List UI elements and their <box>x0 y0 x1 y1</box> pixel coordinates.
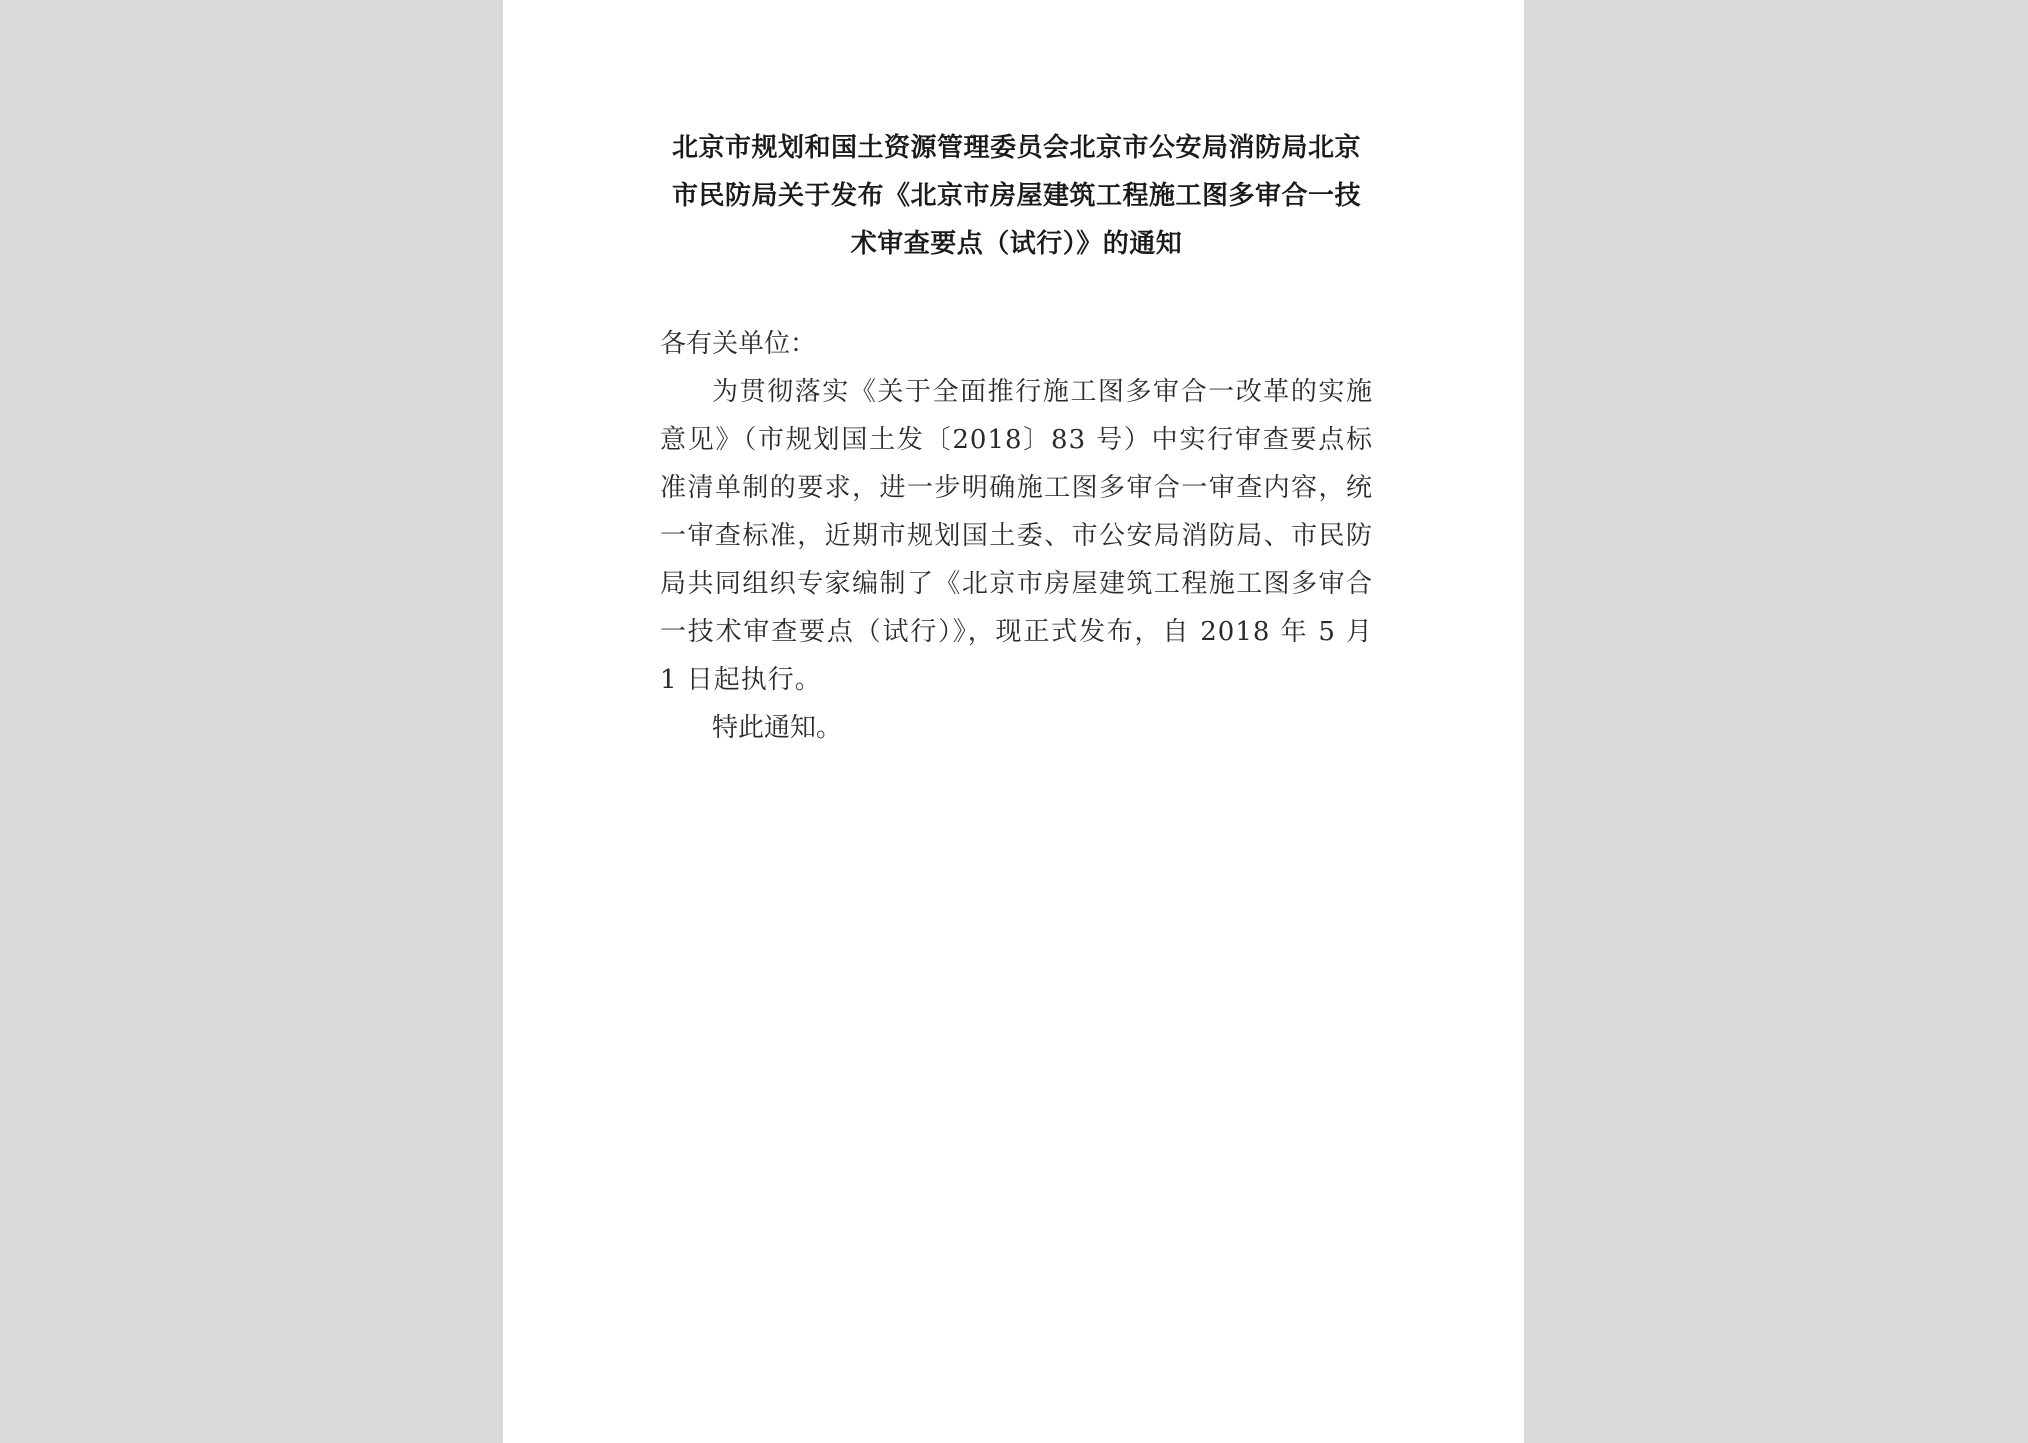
document-page <box>503 0 1524 1443</box>
closing-line: 特此通知。 <box>712 713 843 743</box>
body-paragraph: 为贯彻落实《关于全面推行施工图多审合一改革的实施意见》（市规划国土发〔2018〕83 号）中实行审查要点标准清单制的要求，进一步明确施工图多审合一审查内容，统一审查标准，近期市规划国土委、市公安局消防局、市民防局共同组织专家编制了《北京市房屋建筑工程施工图多审合一技术审查要点（试行）》，现正式发布，自 2018 年 5 月 1 日起执行。 <box>660 377 1373 695</box>
document-body <box>660 320 1373 752</box>
salutation: 各有关单位： <box>660 329 817 359</box>
document-title: 北京市规划和国土资源管理委员会北京市公安局消防局北京市民防局关于发布《北京市房屋建筑工程施工图多审合一技术审查要点（试行）》的通知 <box>671 133 1361 259</box>
